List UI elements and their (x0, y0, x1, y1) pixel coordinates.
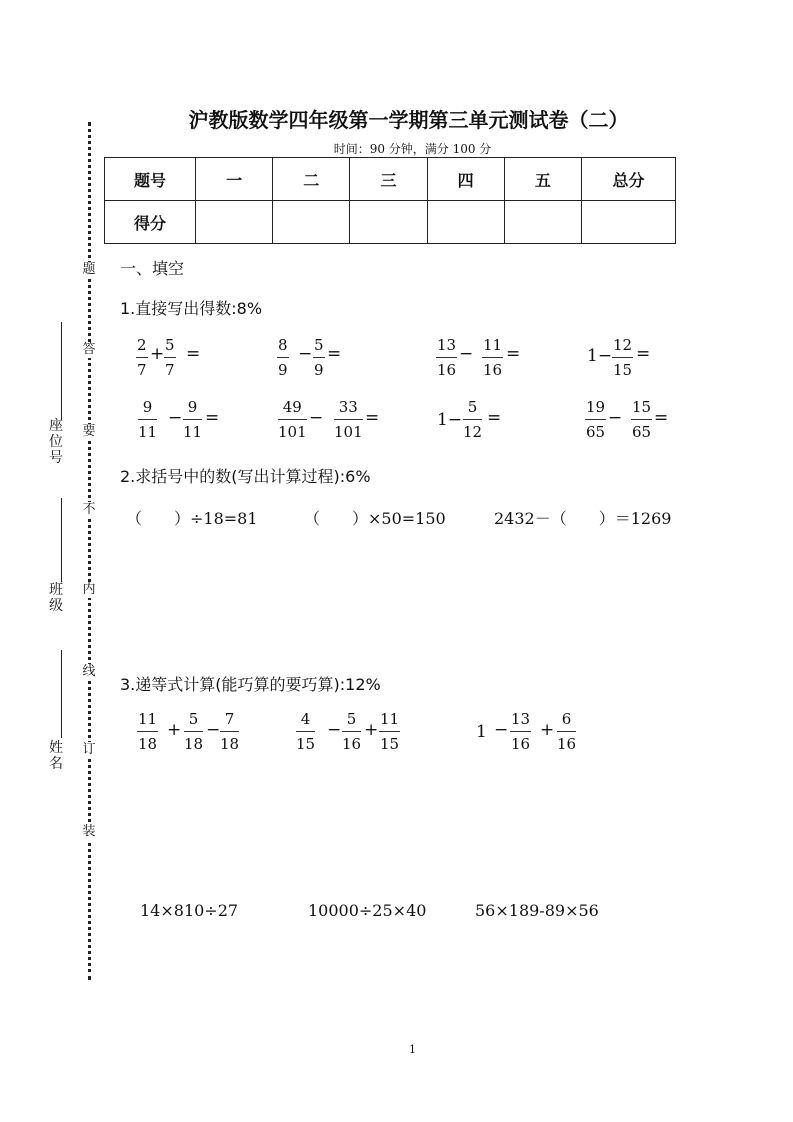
fraction: $\frac{33}{101}$ (334, 398, 363, 441)
question-1-label: 1.直接写出得数:8% (120, 299, 263, 318)
q3-expression: 10000÷25×40 (308, 901, 427, 920)
equals-sign: = (365, 408, 380, 428)
fraction: $\frac{5}{9}$ (314, 336, 324, 379)
class-label: 班级 (49, 582, 63, 614)
operator: − (459, 344, 474, 364)
question-3-label: 3.递等式计算(能巧算的要巧算):12% (120, 675, 381, 694)
operator: − (494, 720, 509, 740)
question-2-label: 2.求括号中的数(写出计算过程):6% (120, 467, 371, 486)
fraction: $\frac{13}{16}$ (437, 336, 457, 379)
fraction: $\frac{9}{11}$ (138, 398, 158, 441)
fraction: $\frac{2}{7}$ (137, 336, 147, 379)
score-table-score-row (105, 201, 676, 244)
fraction: $\frac{13}{16}$ (511, 710, 531, 753)
fraction: $\frac{12}{15}$ (613, 336, 633, 379)
lead-term: 1− (437, 410, 463, 430)
equals-sign: = (186, 344, 201, 364)
equals-sign: = (636, 344, 651, 364)
score-header-cell: 一 (196, 158, 273, 201)
seat-number-label: 座位号 (49, 418, 63, 466)
fraction: $\frac{8}{9}$ (278, 336, 288, 379)
fraction: $\frac{7}{18}$ (220, 710, 240, 753)
score-cell[interactable] (427, 201, 504, 244)
fraction: $\frac{4}{15}$ (296, 710, 316, 753)
operator: − (608, 408, 623, 428)
equals-sign: = (487, 408, 502, 428)
section-heading: 一、填空 (120, 259, 185, 278)
q2-item: （ ）÷18=81 (126, 509, 258, 528)
equals-sign: = (205, 408, 220, 428)
score-header-cell: 二 (273, 158, 350, 201)
score-table-header-row (105, 158, 676, 201)
fraction: $\frac{6}{16}$ (557, 710, 577, 753)
margin-char: 线 (82, 664, 96, 679)
score-cell[interactable] (273, 201, 350, 244)
operator: − (327, 720, 342, 740)
operator: − (206, 720, 221, 740)
equals-sign: = (506, 344, 521, 364)
name-blank (61, 650, 62, 738)
score-row-label: 得分 (105, 201, 196, 244)
seat-number-blank (61, 322, 62, 420)
score-cell[interactable] (196, 201, 273, 244)
fraction: $\frac{11}{18}$ (138, 710, 158, 753)
margin-char: 内 (82, 582, 96, 597)
score-header-cell: 五 (504, 158, 581, 201)
operator: − (168, 408, 183, 428)
score-cell[interactable] (582, 201, 676, 244)
fraction: $\frac{15}{65}$ (632, 398, 652, 441)
operator: + (150, 344, 165, 364)
margin-char: 答 (82, 342, 96, 357)
fraction: $\frac{11}{15}$ (380, 710, 400, 753)
equals-sign: = (327, 344, 342, 364)
fraction: $\frac{5}{12}$ (463, 398, 483, 441)
binding-dotted-line (88, 122, 91, 980)
class-blank (61, 498, 62, 582)
q2-item: 2432－（ ）＝1269 (494, 509, 672, 528)
page-number: 1 (409, 1043, 416, 1056)
operator: + (167, 720, 182, 740)
margin-char: 装 (82, 824, 96, 839)
score-header-cell: 四 (427, 158, 504, 201)
fraction: $\frac{5}{16}$ (342, 710, 362, 753)
margin-char: 题 (82, 262, 96, 277)
fraction: $\frac{19}{65}$ (586, 398, 606, 441)
operator: − (298, 344, 313, 364)
fraction: $\frac{5}{18}$ (184, 710, 204, 753)
fraction: $\frac{9}{11}$ (183, 398, 203, 441)
name-label: 姓名 (49, 740, 63, 772)
lead-term: 1− (587, 346, 613, 366)
page-title: 沪教版数学四年级第一学期第三单元测试卷（二） (188, 108, 629, 132)
exam-time-info: 时间：90 分钟，满分 100 分 (333, 142, 492, 156)
score-header-cell: 三 (350, 158, 427, 201)
margin-char: 要 (82, 424, 96, 439)
q2-item: （ ）×50=150 (304, 509, 446, 528)
operator: + (540, 720, 555, 740)
fraction: $\frac{11}{16}$ (483, 336, 503, 379)
q3-expression: 14×810÷27 (140, 901, 239, 920)
equals-sign: = (654, 408, 669, 428)
score-header-cell: 总分 (582, 158, 676, 201)
margin-char: 不 (82, 502, 96, 517)
fraction: $\frac{5}{7}$ (165, 336, 175, 379)
score-table (104, 157, 676, 244)
score-cell[interactable] (504, 201, 581, 244)
lead-term: 1 (476, 722, 487, 742)
margin-char: 订 (82, 742, 96, 757)
score-cell[interactable] (350, 201, 427, 244)
operator: + (364, 720, 379, 740)
fraction: $\frac{49}{101}$ (278, 398, 307, 441)
score-header-cell: 题号 (105, 158, 196, 201)
operator: − (309, 408, 324, 428)
q3-expression: 56×189-89×56 (475, 901, 599, 920)
